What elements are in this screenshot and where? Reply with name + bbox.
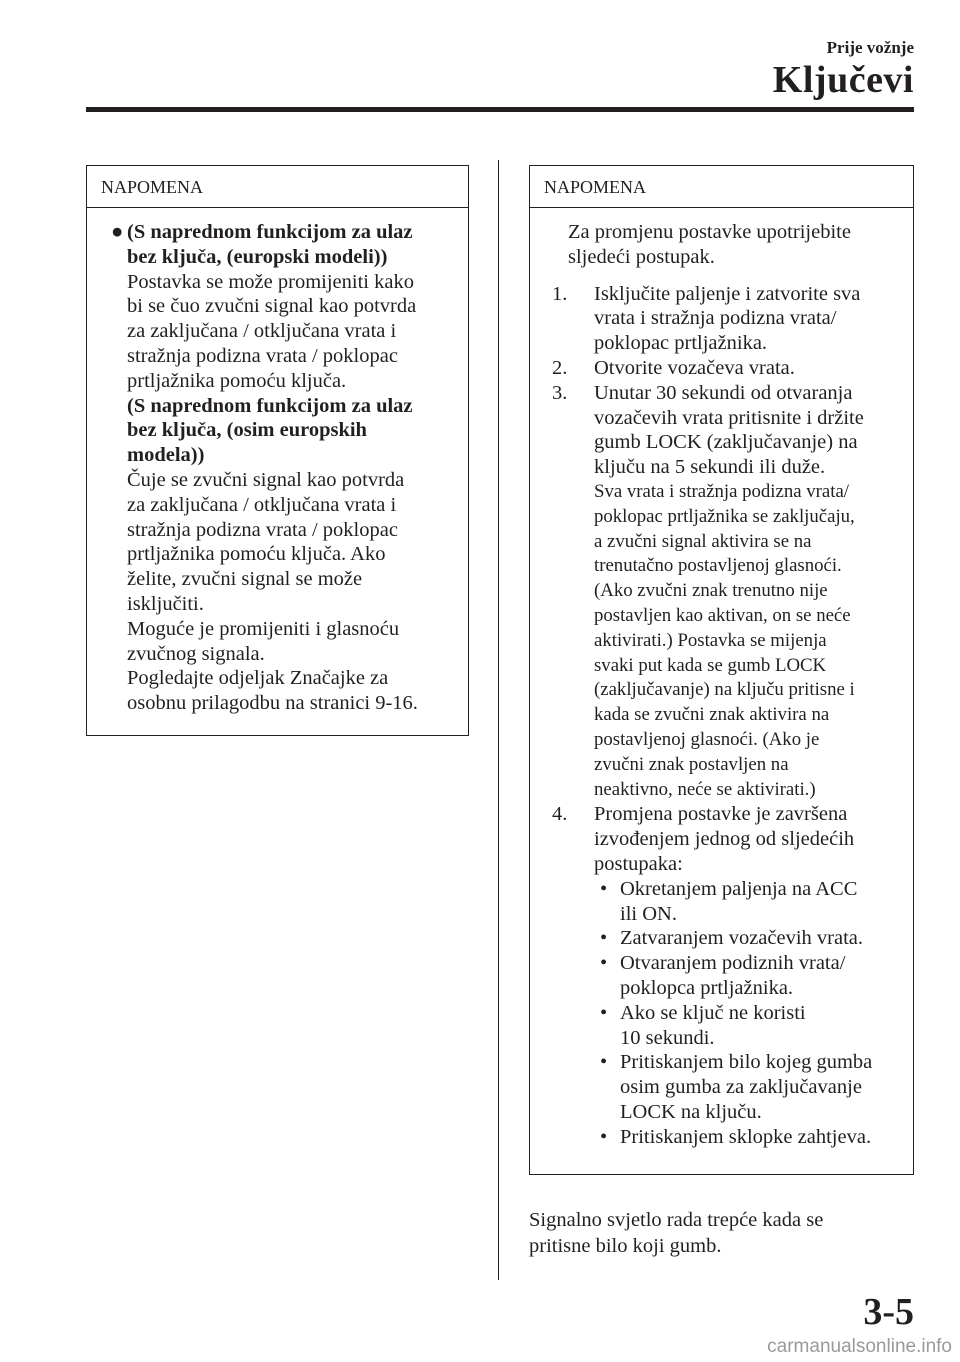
text-line: bi se čuo zvučni signal kao potvrda [127, 295, 417, 318]
bullet-item [594, 926, 905, 951]
text-line: (S naprednom funkcijom za ulaz [127, 221, 413, 243]
footer-paragraph [529, 1207, 909, 1259]
note-body [530, 208, 913, 1149]
step-item [552, 381, 905, 803]
text-line: Signalno svjetlo rada trepće kada se [529, 1209, 824, 1231]
note-box-left [86, 165, 469, 736]
text-line: kada se zvučni znak aktivira na [594, 704, 830, 726]
text-line: Čuje se zvučni signal kao potvrda [127, 468, 405, 491]
note-body [87, 208, 468, 716]
text-line: sljedeći postupak. [568, 245, 715, 268]
text-line: Unutar 30 sekundi od otvaranja [594, 381, 853, 404]
text-line: postavljenoj glasnoći. (Ako je [594, 728, 820, 750]
step-number: 1. [552, 282, 568, 305]
text-line: Moguće je promijeniti i glasnoću [127, 617, 400, 640]
text-line: postupaka: [594, 852, 683, 875]
text-line: svaki put kada se gumb LOCK [594, 654, 827, 676]
bullet-icon: • [600, 927, 608, 950]
text-line: modela)) [127, 444, 205, 467]
bullet-item [594, 1125, 905, 1150]
text-line: Postavka se može promijeniti kako [127, 270, 414, 293]
text-line: Ako se ključ ne koristi [620, 1001, 806, 1024]
bullet-icon: • [600, 1125, 608, 1148]
step-number: 4. [552, 803, 568, 826]
text-line: ključu na 5 sekundi ili duže. [594, 456, 826, 479]
step-item [552, 356, 905, 381]
step-item [552, 802, 905, 1149]
text-line: stražnja podizna vrata / poklopac [127, 518, 398, 541]
text-line: želite, zvučni signal se može [127, 568, 363, 591]
text-line: trenutačno postavljenoj glasnoći. [594, 555, 842, 577]
text-line: za zaključana / otključana vrata i [127, 320, 397, 343]
step-number: 3. [552, 381, 568, 404]
step-number: 2. [552, 356, 568, 379]
text-line: pritisne bilo koji gumb. [529, 1235, 722, 1257]
bullet-icon: • [600, 1001, 608, 1024]
text-line: (S naprednom funkcijom za ulaz [127, 394, 413, 417]
step-item [552, 282, 905, 356]
text-line: zvučnog signala. [127, 642, 265, 665]
watermark: carmanualsonline.info [767, 1336, 952, 1357]
text-line: aktivirati.) Postavka se mijenja [594, 629, 827, 651]
text-line: 10 sekundi. [620, 1026, 715, 1049]
text-line: Sva vrata i stražnja podizna vrata/ [594, 480, 850, 502]
text-line: Promjena postavke je završena [594, 803, 848, 826]
text-line: Okretanjem paljenja na ACC [620, 877, 858, 900]
text-line: neaktivno, neće se aktivirati.) [594, 778, 816, 800]
text-line: Zatvaranjem vozačevih vrata. [620, 927, 864, 950]
note-heading: NAPOMENA [87, 166, 468, 208]
bullet-icon: • [600, 952, 608, 975]
text-line: vrata i stražnja podizna vrata/ [594, 307, 837, 330]
text-line: prtljažnika pomoću ključa. [127, 369, 347, 392]
text-line: vozačevih vrata pritisnite i držite [594, 406, 864, 429]
text-line: izvođenjem jednog od sljedećih [594, 828, 855, 851]
bullet-item [594, 1001, 905, 1051]
text-line: stražnja podizna vrata / poklopac [127, 344, 398, 367]
text-line: poklopac prtljažnika se zaključaju, [594, 505, 855, 527]
text-line: za zaključana / otključana vrata i [127, 493, 397, 516]
text-line: postavljen kao aktivan, on se neće [594, 604, 851, 626]
text-line: bez ključa, (osim europskih [127, 419, 367, 442]
text-line: prtljažnika pomoću ključa. Ako [127, 543, 386, 566]
text-line: gumb LOCK (zaključavanje) na [594, 431, 858, 454]
page-title: Ključevi [772, 59, 914, 101]
bullet-item [594, 951, 905, 1001]
text-line: LOCK na ključu. [620, 1100, 762, 1123]
note-box-right [529, 165, 914, 1175]
text-line: Pritiskanjem sklopke zahtjeva. [620, 1125, 872, 1148]
page-number: 3-5 [863, 1291, 914, 1333]
text-line: poklopca prtljažnika. [620, 976, 794, 999]
text-line: zvučni znak postavljen na [594, 753, 789, 775]
header-rule [86, 107, 914, 112]
bullet-item [594, 877, 905, 927]
text-line: osobnu prilagodbu na stranici 9-16. [127, 692, 418, 715]
text-line: Pritiskanjem bilo kojeg gumba [620, 1051, 873, 1074]
text-line: isključiti. [127, 592, 204, 615]
note-heading: NAPOMENA [530, 166, 913, 208]
step-list [552, 282, 905, 1150]
text-line: Otvaranjem podiznih vrata/ [620, 952, 846, 975]
bullet-icon: ● [111, 221, 124, 243]
column-divider [498, 160, 499, 1280]
note-intro [568, 220, 905, 270]
text-line: osim gumba za zaključavanje [620, 1076, 862, 1099]
bullet-item [594, 1050, 905, 1124]
text-line: (Ako zvučni znak trenutno nije [594, 580, 828, 602]
text-line: ili ON. [620, 902, 677, 925]
text-line: Otvorite vozačeva vrata. [594, 356, 795, 379]
text-line: a zvučni signal aktivira se na [594, 530, 812, 552]
text-line: Za promjenu postavke upotrijebite [568, 221, 851, 243]
bullet-icon: • [600, 877, 608, 900]
section-label: Prije vožnje [826, 38, 914, 57]
text-line: bez ključa, (europski modeli)) [127, 245, 388, 268]
text-line: (zaključavanje) na ključu pritisne i [594, 679, 855, 701]
text-line: Isključite paljenje i zatvorite sva [594, 282, 861, 305]
text-line: Pogledajte odjeljak Značajke za [127, 667, 389, 690]
bullet-icon: • [600, 1051, 608, 1074]
text-line: poklopac prtljažnika. [594, 332, 768, 355]
